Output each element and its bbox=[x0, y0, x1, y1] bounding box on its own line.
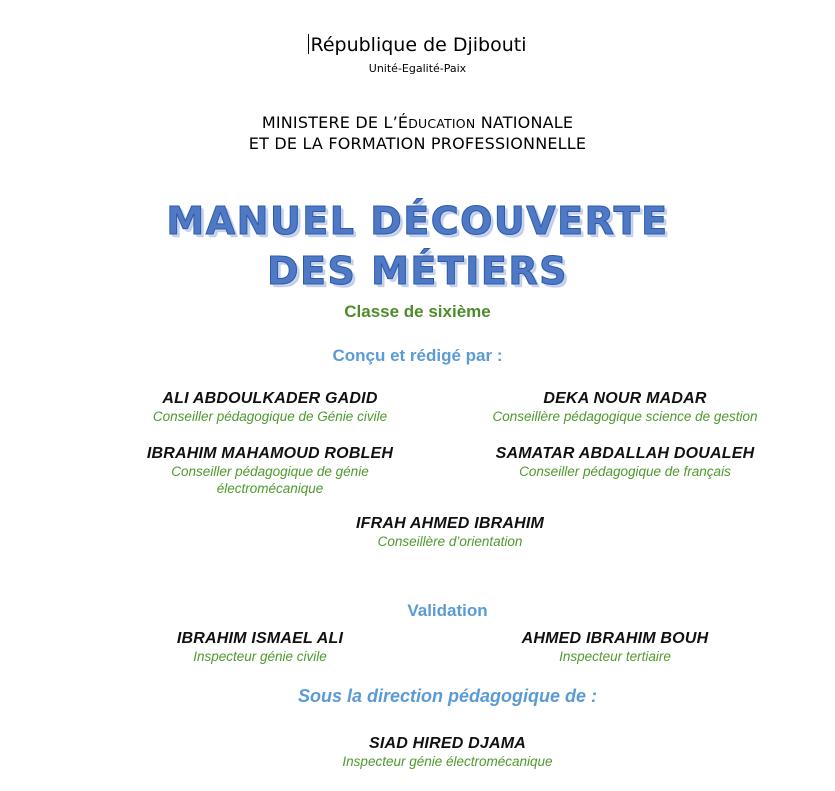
author-role: Conseiller pédagogique de Génie civile bbox=[152, 409, 388, 424]
director-card bbox=[290, 735, 605, 770]
direction-heading: Sous la direction pédagogique de : bbox=[297, 686, 598, 706]
author-card bbox=[290, 515, 610, 550]
author-role: Conseillère pédagogique science de gestion bbox=[492, 409, 758, 424]
manual-title-line-1: MANUEL DÉCOUVERTE bbox=[166, 199, 669, 243]
national-motto: Unité-Egalité-Paix bbox=[368, 62, 467, 75]
author-name: ALI ABDOULKADER GADID bbox=[162, 390, 378, 407]
author-card bbox=[445, 390, 805, 425]
ministry-line-1: MINISTERE DE L’ÉDUCATION NATIONALE bbox=[261, 113, 574, 132]
validator-card bbox=[110, 630, 410, 665]
author-name: SAMATAR ABDALLAH DOUALEH bbox=[495, 445, 755, 462]
author-name: DEKA NOUR MADAR bbox=[543, 390, 707, 407]
manual-title bbox=[0, 196, 835, 296]
author-card bbox=[100, 445, 440, 497]
author-name: IFRAH AHMED IBRAHIM bbox=[355, 515, 545, 532]
author-role: Conseiller pédagogique de français bbox=[519, 464, 731, 479]
authors-heading: Conçu et rédigé par : bbox=[332, 346, 503, 365]
director-role: Inspecteur génie électromécanique bbox=[342, 754, 553, 769]
country-name bbox=[0, 34, 835, 56]
validation-heading: Validation bbox=[407, 601, 488, 620]
author-name: IBRAHIM MAHAMOUD ROBLEH bbox=[146, 445, 394, 462]
manual-title-line-2: DES MÉTIERS bbox=[266, 249, 569, 293]
validator-role: Inspecteur génie civile bbox=[193, 649, 327, 664]
author-role-line-2: électromécanique bbox=[216, 481, 324, 496]
author-role: Conseillère d’orientation bbox=[377, 534, 523, 549]
validator-name: IBRAHIM ISMAEL ALI bbox=[176, 630, 344, 647]
author-card bbox=[100, 390, 440, 425]
author-role-line-1: Conseiller pédagogique de génie bbox=[171, 464, 369, 479]
ministry-line-2: ET DE LA FORMATION PROFESSIONNELLE bbox=[248, 134, 587, 153]
validator-role: Inspecteur tertiaire bbox=[559, 649, 671, 664]
country-name-text: République de Djibouti bbox=[310, 34, 527, 56]
validator-name: AHMED IBRAHIM BOUH bbox=[521, 630, 709, 647]
validator-card bbox=[460, 630, 770, 665]
author-card bbox=[445, 445, 805, 480]
ministry-name bbox=[0, 113, 835, 154]
class-level: Classe de sixième bbox=[344, 302, 491, 321]
director-name: SIAD HIRED DJAMA bbox=[369, 735, 526, 752]
